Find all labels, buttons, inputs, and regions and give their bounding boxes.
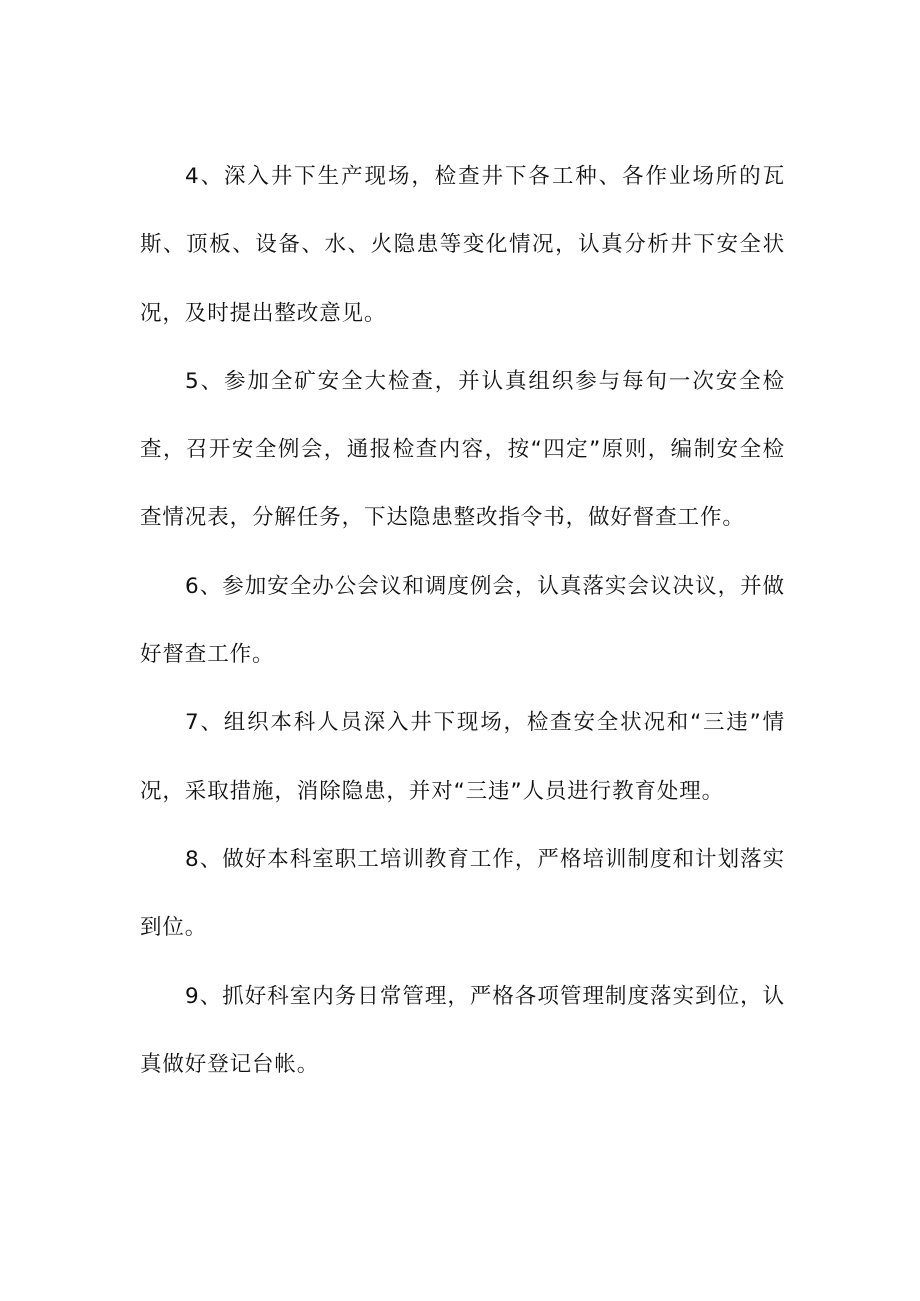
- paragraph-item-9: 9、抓好科室内务日常管理，严格各项管理制度落实到位，认真做好登记台帐。: [140, 983, 785, 1077]
- paragraph-item-5: 5、参加全矿安全大检查，并认真组织参与每旬一次安全检查，召开安全例会，通报检查内容，按“四定”原则，编制安全检查情况表，分解任务，下达隐患整改指令书，做好督查工作。: [140, 368, 785, 531]
- paragraph-item-7: 7、组织本科人员深入井下现场，检查安全状况和“三违”情况，采取措施，消除隐患，并对“三违”人员进行教育处理。: [140, 710, 785, 804]
- document-body: [140, 143, 785, 1099]
- paragraph-item-4: 4、深入井下生产现场，检查井下各工种、各作业场所的瓦斯、顶板、设备、水、火隐患等变化情况，认真分析井下安全状况，及时提出整改意见。: [140, 164, 785, 326]
- paragraph-item-8: 8、做好本科室职工培训教育工作，严格培训制度和计划落实到位。: [140, 846, 785, 941]
- paragraph-item-6: 6、参加安全办公会议和调度例会，认真落实会议决议，并做好督查工作。: [140, 573, 785, 668]
